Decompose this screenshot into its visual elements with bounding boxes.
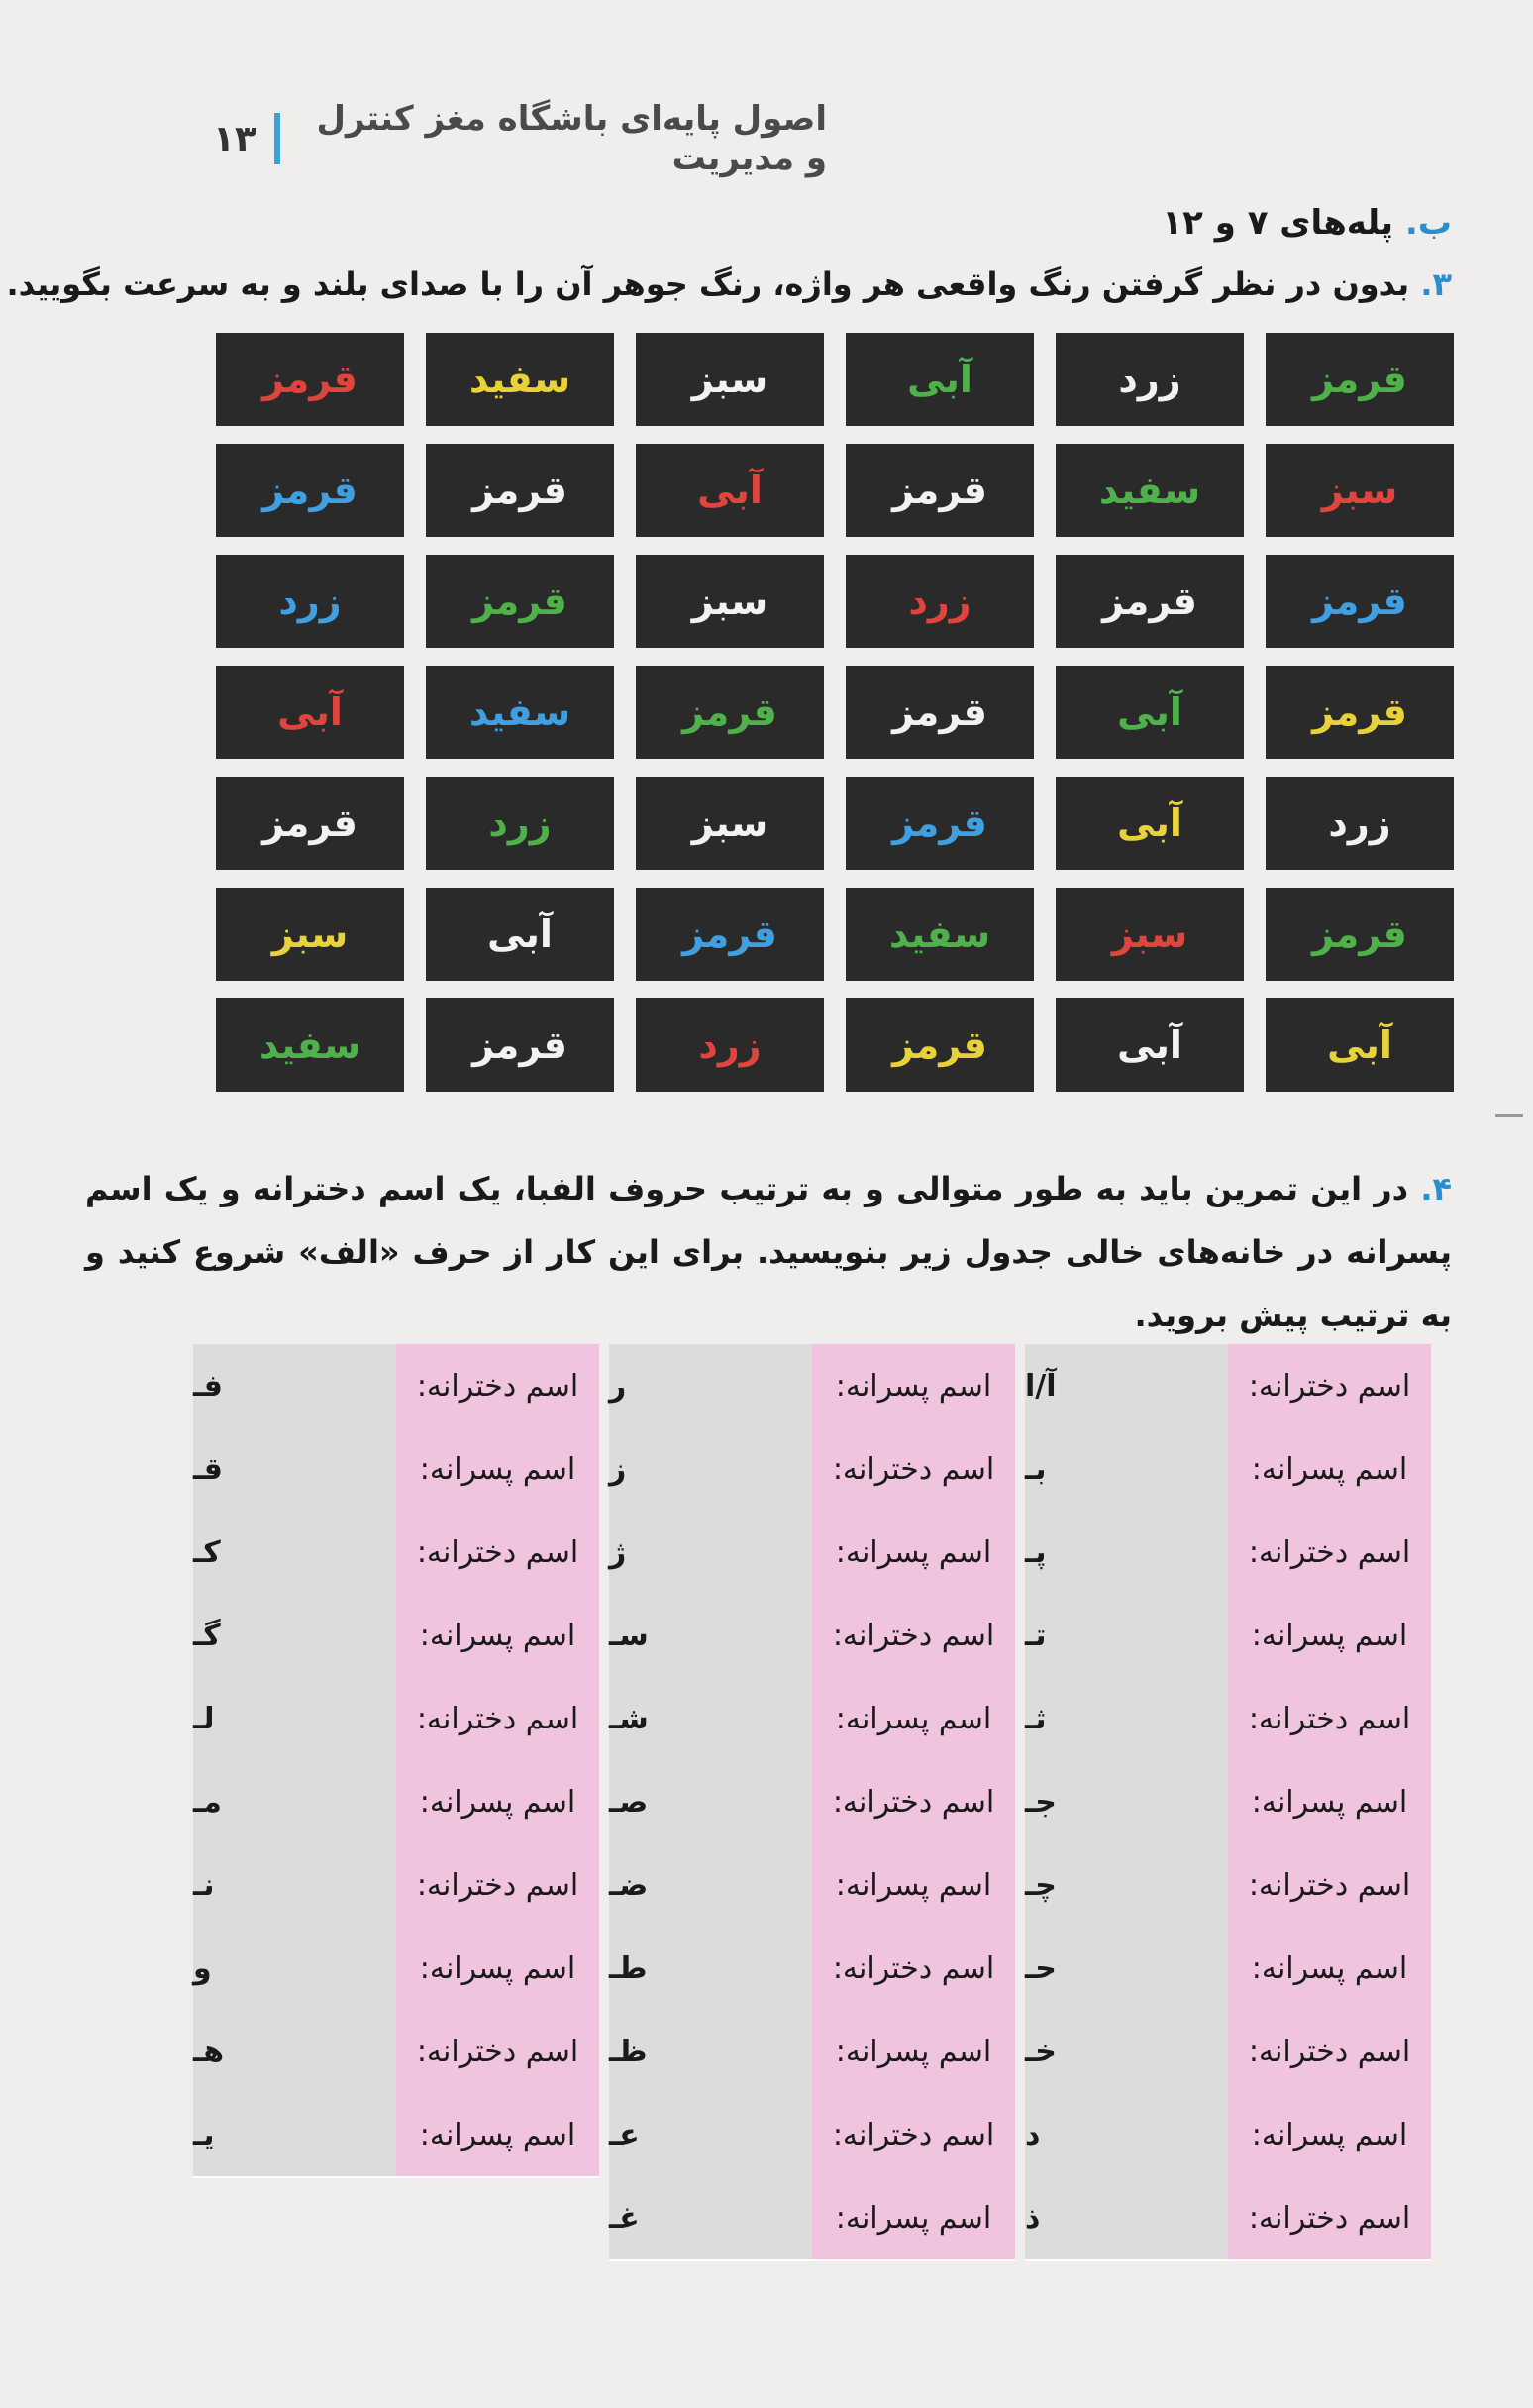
name-table-column bbox=[193, 1345, 599, 2177]
stroop-word-cell: آبی bbox=[636, 444, 824, 537]
stroop-word-cell: قرمز bbox=[846, 998, 1034, 1092]
table-row bbox=[193, 1678, 599, 1761]
starting-letter: و bbox=[193, 1950, 212, 1986]
stroop-word-cell: قرمز bbox=[216, 777, 404, 870]
name-type-label: اسم دخترانه: bbox=[1228, 1677, 1431, 1762]
table-row bbox=[1025, 1761, 1431, 1844]
name-table-column bbox=[609, 1345, 1015, 2260]
name-entry-field[interactable] bbox=[609, 1427, 812, 1513]
stroop-word-cell: قرمز bbox=[216, 444, 404, 537]
table-row bbox=[193, 1928, 599, 2011]
stroop-word-cell: قرمز bbox=[1056, 555, 1244, 648]
name-entry-field[interactable] bbox=[609, 1760, 812, 1845]
starting-letter: ثـ bbox=[1025, 1701, 1047, 1736]
margin-mark bbox=[1495, 1114, 1523, 1117]
starting-letter: ذ bbox=[1025, 2200, 1041, 2236]
stroop-word-cell: قرمز bbox=[426, 555, 614, 648]
stroop-word-cell: سبز bbox=[636, 777, 824, 870]
name-type-label: اسم دخترانه: bbox=[1228, 2010, 1431, 2095]
stroop-word-cell: زرد bbox=[1056, 333, 1244, 426]
table-row bbox=[1025, 1595, 1431, 1678]
stroop-word-cell: آبی bbox=[846, 333, 1034, 426]
name-entry-field[interactable] bbox=[1025, 1677, 1228, 1762]
name-type-label: اسم دخترانه: bbox=[1228, 1344, 1431, 1429]
starting-letter: یـ bbox=[193, 2117, 215, 2152]
name-entry-field[interactable] bbox=[609, 2093, 812, 2178]
name-type-label: اسم پسرانه: bbox=[1228, 2093, 1431, 2178]
starting-letter: کـ bbox=[193, 1534, 221, 1570]
stroop-word-cell: قرمز bbox=[846, 444, 1034, 537]
stroop-word-cell: سبز bbox=[216, 888, 404, 981]
name-type-label: اسم پسرانه: bbox=[396, 1594, 599, 1679]
starting-letter: جـ bbox=[1025, 1784, 1057, 1820]
starting-letter: ضـ bbox=[609, 1867, 649, 1903]
table-row bbox=[609, 1761, 1015, 1844]
stroop-word-cell: قرمز bbox=[636, 666, 824, 759]
table-row bbox=[609, 1678, 1015, 1761]
page-header bbox=[213, 99, 827, 178]
starting-letter: نـ bbox=[193, 1867, 215, 1903]
stroop-word-cell: زرد bbox=[1266, 777, 1454, 870]
starting-letter: چـ bbox=[1025, 1867, 1057, 1903]
name-type-label: اسم پسرانه: bbox=[812, 1344, 1015, 1429]
name-type-label: اسم پسرانه: bbox=[1228, 1760, 1431, 1845]
stroop-word-cell: سفید bbox=[426, 333, 614, 426]
stroop-word-cell: زرد bbox=[636, 998, 824, 1092]
stroop-word-cell: آبی bbox=[1056, 666, 1244, 759]
name-type-label: اسم دخترانه: bbox=[396, 2010, 599, 2095]
table-row bbox=[1025, 1928, 1431, 2011]
starting-letter: آ/ا bbox=[1025, 1368, 1057, 1404]
table-row bbox=[193, 1512, 599, 1595]
table-row bbox=[609, 1428, 1015, 1512]
starting-letter: گـ bbox=[193, 1618, 221, 1653]
stroop-word-cell: آبی bbox=[1056, 777, 1244, 870]
question-3-marker: ۳. bbox=[1420, 265, 1452, 303]
stroop-word-cell: سفید bbox=[426, 666, 614, 759]
starting-letter: تـ bbox=[1025, 1618, 1047, 1653]
table-row bbox=[1025, 1844, 1431, 1928]
starting-letter: صـ bbox=[609, 1784, 649, 1820]
stroop-word-cell: سبز bbox=[636, 333, 824, 426]
name-entry-field[interactable] bbox=[193, 1677, 396, 1762]
stroop-word-cell: سفید bbox=[216, 998, 404, 1092]
name-entry-field[interactable] bbox=[193, 1427, 396, 1513]
table-row bbox=[1025, 2094, 1431, 2177]
name-type-label: اسم پسرانه: bbox=[396, 2093, 599, 2178]
name-entry-field[interactable] bbox=[193, 2010, 396, 2095]
name-entry-field[interactable] bbox=[193, 1927, 396, 2012]
name-type-label: اسم دخترانه: bbox=[396, 1511, 599, 1596]
name-type-label: اسم دخترانه: bbox=[1228, 2176, 1431, 2261]
table-row bbox=[609, 1844, 1015, 1928]
starting-letter: مـ bbox=[193, 1784, 222, 1820]
starting-letter: قـ bbox=[193, 1451, 223, 1487]
table-row bbox=[609, 1345, 1015, 1428]
stroop-grid bbox=[216, 333, 1454, 1092]
name-type-label: اسم دخترانه: bbox=[812, 1927, 1015, 2012]
name-entry-field[interactable] bbox=[609, 1677, 812, 1762]
name-entry-field[interactable] bbox=[193, 1511, 396, 1596]
starting-letter: طـ bbox=[609, 1950, 648, 1986]
stroop-word-cell: قرمز bbox=[1266, 666, 1454, 759]
table-row bbox=[193, 1844, 599, 1928]
name-type-label: اسم پسرانه: bbox=[812, 1677, 1015, 1762]
stroop-word-cell: زرد bbox=[426, 777, 614, 870]
page-number: ۱۳ bbox=[213, 118, 256, 159]
name-entry-field[interactable] bbox=[193, 1843, 396, 1929]
section-b-text: پله‌های ۷ و ۱۲ bbox=[1162, 203, 1394, 243]
name-entry-field[interactable] bbox=[193, 1344, 396, 1429]
table-row bbox=[193, 1595, 599, 1678]
starting-letter: سـ bbox=[609, 1618, 649, 1653]
table-row bbox=[1025, 2011, 1431, 2094]
starting-letter: لـ bbox=[193, 1701, 215, 1736]
table-row bbox=[1025, 1512, 1431, 1595]
name-type-label: اسم دخترانه: bbox=[396, 1677, 599, 1762]
table-row bbox=[1025, 1678, 1431, 1761]
starting-letter: بـ bbox=[1025, 1451, 1047, 1487]
table-row bbox=[193, 2094, 599, 2177]
name-type-label: اسم پسرانه: bbox=[1228, 1594, 1431, 1679]
name-entry-field[interactable] bbox=[609, 1511, 812, 1596]
name-type-label: اسم پسرانه: bbox=[396, 1427, 599, 1513]
question-3 bbox=[7, 265, 1452, 303]
name-entry-field[interactable] bbox=[609, 1927, 812, 2012]
stroop-word-cell: سفید bbox=[1056, 444, 1244, 537]
name-type-label: اسم پسرانه: bbox=[812, 1843, 1015, 1929]
table-row bbox=[193, 1428, 599, 1512]
stroop-word-cell: قرمز bbox=[1266, 333, 1454, 426]
starting-letter: خـ bbox=[1025, 2034, 1057, 2069]
starting-letter: ز bbox=[609, 1451, 627, 1487]
section-b-marker: ب. bbox=[1404, 203, 1452, 243]
name-type-label: اسم دخترانه: bbox=[812, 2093, 1015, 2178]
starting-letter: د bbox=[1025, 2117, 1041, 2152]
name-entry-field[interactable] bbox=[193, 2093, 396, 2178]
starting-letter: ظـ bbox=[609, 2034, 648, 2069]
table-row bbox=[609, 2094, 1015, 2177]
name-entry-field[interactable] bbox=[1025, 1594, 1228, 1679]
starting-letter: شـ bbox=[609, 1701, 649, 1736]
stroop-word-cell: سبز bbox=[636, 555, 824, 648]
stroop-word-cell: آبی bbox=[1266, 998, 1454, 1092]
name-type-label: اسم دخترانه: bbox=[812, 1427, 1015, 1513]
name-type-label: اسم پسرانه: bbox=[396, 1760, 599, 1845]
name-type-label: اسم پسرانه: bbox=[396, 1927, 599, 2012]
stroop-word-cell: سبز bbox=[1056, 888, 1244, 981]
name-entry-field[interactable] bbox=[1025, 1843, 1228, 1929]
name-table-column bbox=[1025, 1345, 1431, 2260]
name-entry-field[interactable] bbox=[1025, 1427, 1228, 1513]
stroop-word-cell: سفید bbox=[846, 888, 1034, 981]
starting-letter: حـ bbox=[1025, 1950, 1057, 1986]
name-entry-field[interactable] bbox=[609, 2176, 812, 2261]
table-row bbox=[609, 1595, 1015, 1678]
stroop-word-cell: قرمز bbox=[1266, 555, 1454, 648]
name-entry-field[interactable] bbox=[1025, 1927, 1228, 2012]
name-type-label: اسم پسرانه: bbox=[1228, 1927, 1431, 2012]
starting-letter: عـ bbox=[609, 2117, 640, 2152]
stroop-word-cell: قرمز bbox=[1266, 888, 1454, 981]
question-4-text: در این تمرین باید به طور متوالی و به ترتیب حروف الفبا، یک اسم دخترانه و یک اسم پسرانه در خانه‌های خالی جدول زیر بنویسید. برای این کار از حرف «الف» شروع کنید و به ترتیب پیش بروید. bbox=[85, 1170, 1452, 1334]
book-title: اصول پایه‌ای باشگاه مغز کنترل و مدیریت bbox=[316, 99, 827, 178]
starting-letter: ر bbox=[609, 1368, 627, 1404]
table-row bbox=[609, 2011, 1015, 2094]
name-type-label: اسم دخترانه: bbox=[812, 1594, 1015, 1679]
starting-letter: ژ bbox=[609, 1534, 627, 1570]
section-b-heading bbox=[1162, 203, 1452, 243]
name-type-label: اسم دخترانه: bbox=[1228, 1843, 1431, 1929]
stroop-word-cell: سبز bbox=[1266, 444, 1454, 537]
starting-letter: فـ bbox=[193, 1368, 223, 1404]
name-entry-field[interactable] bbox=[1025, 2176, 1228, 2261]
name-type-label: اسم دخترانه: bbox=[812, 1760, 1015, 1845]
question-4-marker: ۴. bbox=[1420, 1170, 1453, 1207]
table-row bbox=[609, 1928, 1015, 2011]
name-type-label: اسم دخترانه: bbox=[396, 1843, 599, 1929]
name-type-label: اسم پسرانه: bbox=[812, 1511, 1015, 1596]
question-3-text: بدون در نظر گرفتن رنگ واقعی هر واژه، رنگ جوهر آن را با صدای بلند و به سرعت بگویید. bbox=[6, 265, 1410, 303]
stroop-word-cell: قرمز bbox=[636, 888, 824, 981]
table-row bbox=[193, 1345, 599, 1428]
name-entry-field[interactable] bbox=[193, 1760, 396, 1845]
stroop-word-cell: قرمز bbox=[846, 666, 1034, 759]
name-table bbox=[193, 1345, 1431, 2266]
table-row bbox=[1025, 1428, 1431, 1512]
name-entry-field[interactable] bbox=[193, 1594, 396, 1679]
stroop-word-cell: زرد bbox=[846, 555, 1034, 648]
table-row bbox=[193, 2011, 599, 2094]
name-type-label: اسم دخترانه: bbox=[1228, 1511, 1431, 1596]
table-row bbox=[1025, 1345, 1431, 1428]
table-row bbox=[1025, 2177, 1431, 2260]
starting-letter: پـ bbox=[1025, 1534, 1047, 1570]
name-entry-field[interactable] bbox=[609, 1344, 812, 1429]
table-row bbox=[609, 2177, 1015, 2260]
table-row bbox=[193, 1761, 599, 1844]
stroop-word-cell: آبی bbox=[216, 666, 404, 759]
name-entry-field[interactable] bbox=[1025, 1760, 1228, 1845]
name-entry-field[interactable] bbox=[609, 1843, 812, 1929]
stroop-word-cell: آبی bbox=[426, 888, 614, 981]
stroop-word-cell: قرمز bbox=[846, 777, 1034, 870]
starting-letter: غـ bbox=[609, 2200, 640, 2236]
name-entry-field[interactable] bbox=[609, 2010, 812, 2095]
name-type-label: اسم پسرانه: bbox=[812, 2010, 1015, 2095]
question-4 bbox=[85, 1157, 1452, 1347]
name-type-label: اسم دخترانه: bbox=[396, 1344, 599, 1429]
starting-letter: هـ bbox=[193, 2034, 225, 2069]
name-type-label: اسم پسرانه: bbox=[812, 2176, 1015, 2261]
name-entry-field[interactable] bbox=[1025, 1511, 1228, 1596]
stroop-word-cell: قرمز bbox=[426, 444, 614, 537]
name-entry-field[interactable] bbox=[1025, 1344, 1228, 1429]
stroop-word-cell: قرمز bbox=[426, 998, 614, 1092]
name-type-label: اسم پسرانه: bbox=[1228, 1427, 1431, 1513]
table-row bbox=[609, 1512, 1015, 1595]
name-entry-field[interactable] bbox=[609, 1594, 812, 1679]
header-divider bbox=[274, 113, 280, 164]
stroop-word-cell: قرمز bbox=[216, 333, 404, 426]
name-entry-field[interactable] bbox=[1025, 2010, 1228, 2095]
stroop-word-cell: آبی bbox=[1056, 998, 1244, 1092]
name-entry-field[interactable] bbox=[1025, 2093, 1228, 2178]
stroop-word-cell: زرد bbox=[216, 555, 404, 648]
